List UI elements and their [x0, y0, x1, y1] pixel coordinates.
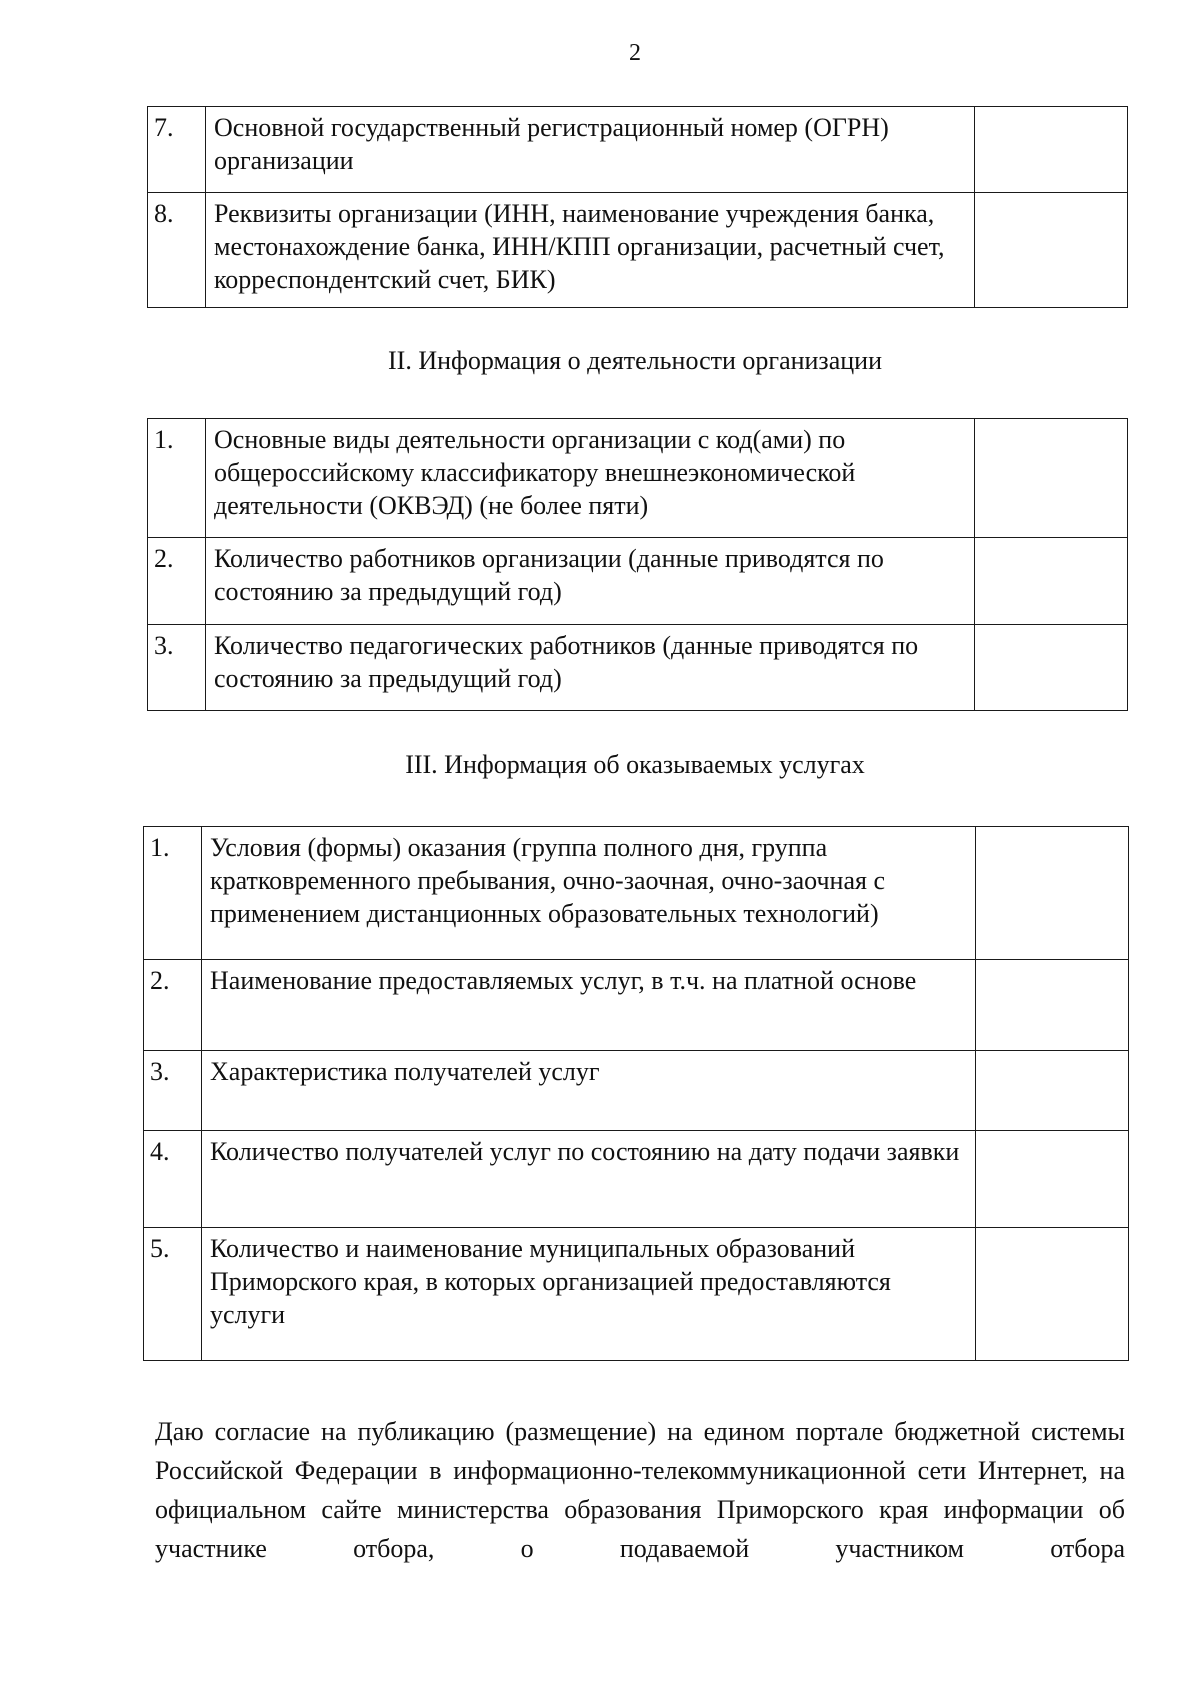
row-number: 1.	[144, 827, 202, 960]
row-value	[976, 827, 1129, 960]
table-row	[144, 1228, 1129, 1361]
row-description: Количество работников организации (данные приводятся по состоянию за предыдущий год)	[206, 538, 975, 625]
table-row	[144, 827, 1129, 960]
row-description: Количество получателей услуг по состоянию на дату подачи заявки	[202, 1131, 976, 1228]
row-value	[975, 419, 1128, 538]
row-number: 2.	[144, 960, 202, 1051]
row-value	[976, 1051, 1129, 1131]
consent-paragraph: Даю согласие на публикацию (размещение) на едином портале бюджетной системы Российской Федерации в информационно-телекоммуникационной сети Интернет, на официальном сайте министерства образования Приморского края информации об участнике отбора, о подаваемой участником отбора	[155, 1417, 1125, 1563]
table-row	[148, 419, 1128, 538]
row-value	[976, 960, 1129, 1051]
table-row	[144, 1051, 1129, 1131]
row-number: 3.	[144, 1051, 202, 1131]
row-description: Количество педагогических работников (данные приводятся по состоянию за предыдущий год)	[206, 625, 975, 711]
row-number: 2.	[148, 538, 206, 625]
row-number: 4.	[144, 1131, 202, 1228]
row-value	[975, 107, 1128, 193]
row-value	[976, 1228, 1129, 1361]
organization-details-table	[147, 106, 1128, 308]
row-description: Характеристика получателей услуг	[202, 1051, 976, 1131]
row-number: 7.	[148, 107, 206, 193]
row-value	[975, 538, 1128, 625]
table-row	[148, 625, 1128, 711]
section-3-heading: III. Информация об оказываемых услугах	[405, 750, 865, 779]
row-number: 3.	[148, 625, 206, 711]
row-number: 8.	[148, 193, 206, 308]
row-number: 5.	[144, 1228, 202, 1361]
row-value	[975, 193, 1128, 308]
table-row	[148, 538, 1128, 625]
row-value	[975, 625, 1128, 711]
table-row	[144, 1131, 1129, 1228]
table-row	[148, 107, 1128, 193]
row-number: 1.	[148, 419, 206, 538]
page-number: 2	[629, 40, 641, 66]
activity-info-table	[147, 418, 1128, 711]
table-row	[144, 960, 1129, 1051]
row-description: Количество и наименование муниципальных образований Приморского края, в которых организацией предоставляются услуги	[202, 1228, 976, 1361]
row-description: Наименование предоставляемых услуг, в т.ч. на платной основе	[202, 960, 976, 1051]
row-description: Условия (формы) оказания (группа полного дня, группа кратковременного пребывания, очно-заочная, очно-заочная с применением дистанционных образовательных технологий)	[202, 827, 976, 960]
section-2-heading: II. Информация о деятельности организации	[388, 346, 882, 375]
row-description: Основной государственный регистрационный номер (ОГРН) организации	[206, 107, 975, 193]
services-info-table	[143, 826, 1129, 1361]
table-row	[148, 193, 1128, 308]
row-description: Реквизиты организации (ИНН, наименование учреждения банка, местонахождение банка, ИНН/КПП организации, расчетный счет, корреспондентский счет, БИК)	[206, 193, 975, 308]
row-value	[976, 1131, 1129, 1228]
row-description: Основные виды деятельности организации с код(ами) по общероссийскому классификатору внешнеэкономической деятельности (ОКВЭД) (не более пяти)	[206, 419, 975, 538]
